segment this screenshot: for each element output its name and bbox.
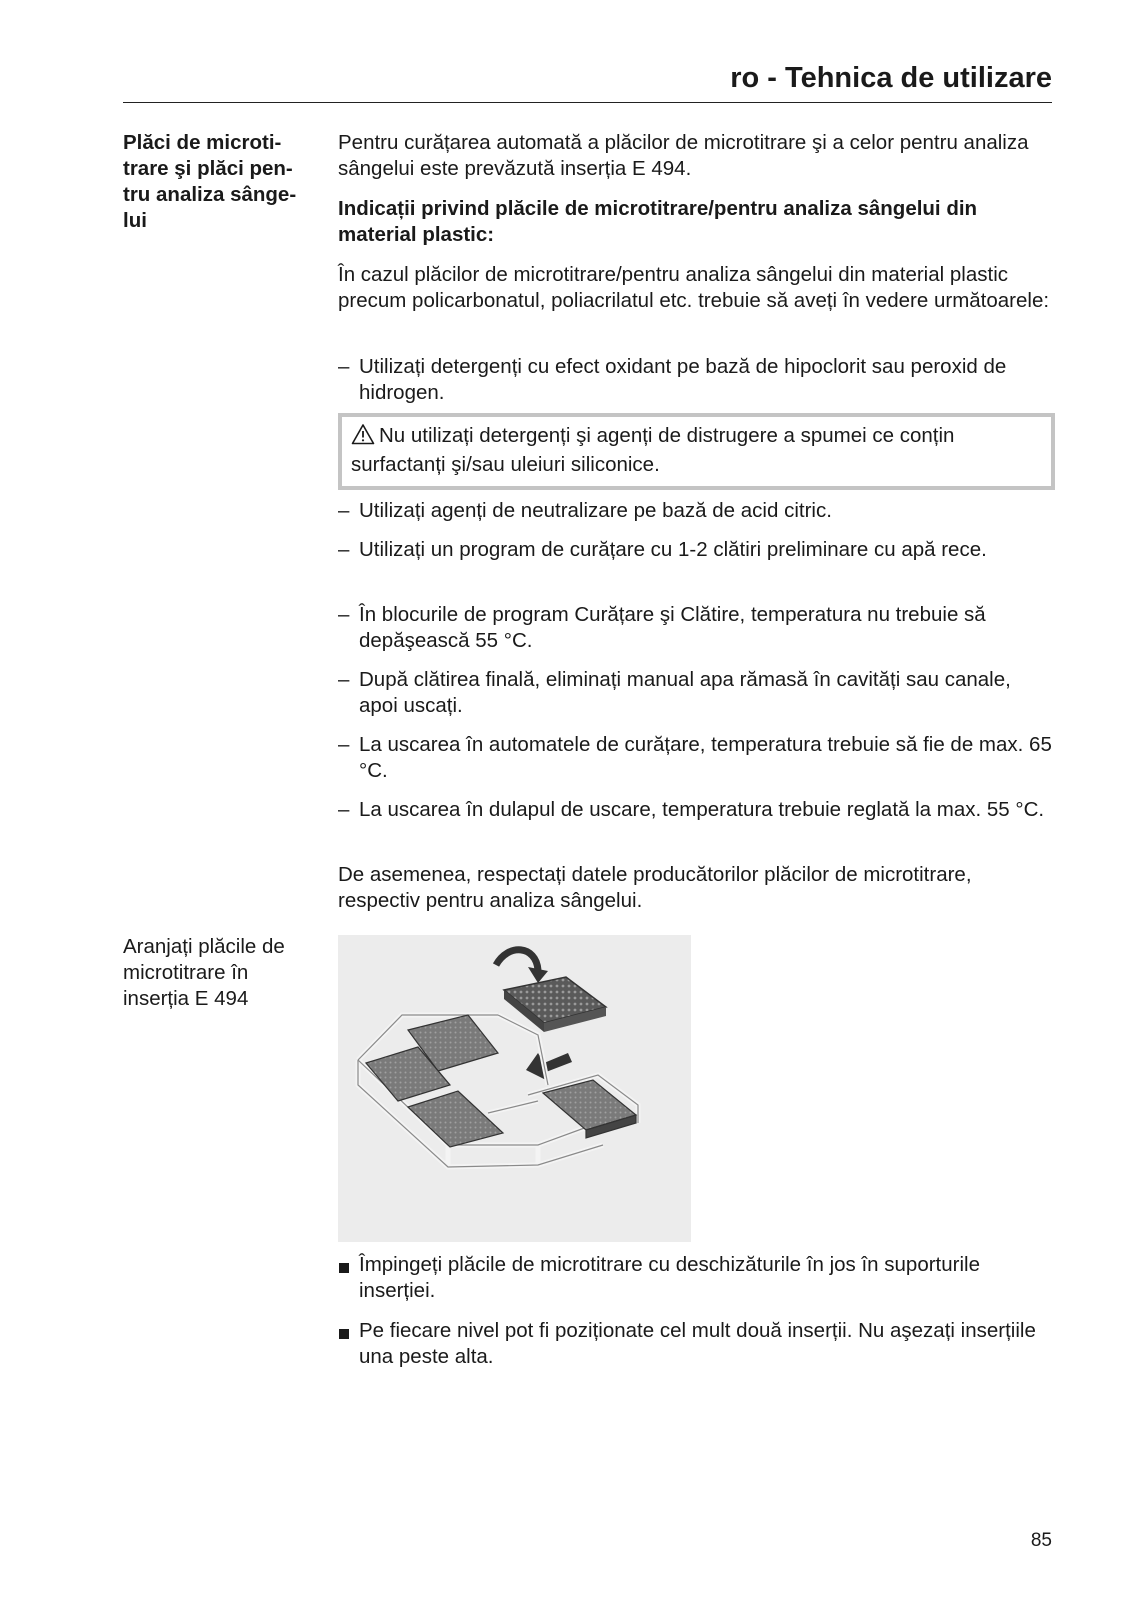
- body-paragraph: [338, 262, 1052, 314]
- dash-item-text: – La uscarea în dulapul de uscare, temperatura trebuie reglată la max. 55 °C.: [338, 797, 1052, 823]
- dash-item-3: [338, 537, 1052, 563]
- dash-item-4: [338, 602, 1052, 654]
- bullet-item-2: [338, 1318, 1052, 1370]
- dash-item-text: – Utilizați un program de curățare cu 1-2 clătiri preliminare cu apă rece.: [338, 537, 1052, 563]
- dash-item-5: [338, 667, 1052, 719]
- dash-item-text: – În blocurile de program Curățare şi Clătire, temperatura nu trebuie să depăşească 55 °C.: [338, 602, 1052, 654]
- section-title: [123, 130, 318, 234]
- dash-item-text: – După clătirea finală, eliminați manual apa rămasă în cavități sau canale, apoi uscați.: [338, 667, 1052, 719]
- dash-item-text: – Utilizați agenți de neutralizare pe bază de acid citric.: [338, 498, 1052, 524]
- warning-text: Nu utilizați detergenți şi agenți de distrugere a spumei ce conțin surfactanți şi/sau uleiuri siliconice.: [351, 424, 955, 476]
- push-arrow-icon: [526, 1053, 572, 1081]
- subheading-text: Indicații privind plăcile de microtitrare/pentru analiza sângelui din material plastic:: [338, 197, 978, 246]
- subheading: [338, 196, 1052, 248]
- section-title-text: Plăci de microti- trare şi plăci pen- tru analiza sânge- lui: [123, 131, 297, 232]
- closing-paragraph: [338, 862, 1052, 914]
- page-number: 85: [1030, 1530, 1052, 1551]
- page-header-title: ro - Tehnica de utilizare: [730, 62, 1052, 94]
- rotate-arrow-icon: [496, 950, 548, 983]
- intro-text: Pentru curățarea automată a plăcilor de microtitrare şi a celor pentru analiza sângelui este prevăzută inserția E 494.: [338, 131, 1029, 180]
- dash-item-text: – Utilizați detergenți cu efect oxidant pe bază de hipoclorit sau peroxid de hidrogen.: [338, 354, 1052, 406]
- warning-box: [338, 413, 1055, 490]
- figure-side-caption: [123, 934, 318, 1012]
- dash-item-2: [338, 498, 1052, 524]
- dash-item-7: [338, 797, 1052, 823]
- bullet-item-text: Împingeți plăcile de microtitrare cu deschizăturile în jos în suporturile inserției.: [338, 1252, 1052, 1304]
- body-text: În cazul plăcilor de microtitrare/pentru analiza sângelui din material plastic precum policarbonatul, poliacrilatul etc. trebuie să aveți în vedere următoarele:: [338, 263, 1050, 312]
- figure-side-caption-text: Aranjați plăcile de microtitrare în inserția E 494: [123, 935, 285, 1010]
- dash-item-6: [338, 732, 1052, 784]
- intro-paragraph: [338, 130, 1052, 182]
- closing-text: De asemenea, respectați datele producătorilor plăcilor de microtitrare, respectiv pentru analiza sângelui.: [338, 863, 972, 912]
- dash-item-1: [338, 354, 1052, 406]
- insert-illustration: [338, 935, 691, 1242]
- header-divider: [123, 102, 1052, 103]
- dash-item-text: – La uscarea în automatele de curățare, temperatura trebuie să fie de max. 65 °C.: [338, 732, 1052, 784]
- bullet-item-1: [338, 1252, 1052, 1304]
- warning-triangle-icon: [351, 423, 375, 452]
- bullet-item-text: Pe fiecare nivel pot fi poziționate cel mult două inserții. Nu aşezați inserțiile una peste alta.: [338, 1318, 1052, 1370]
